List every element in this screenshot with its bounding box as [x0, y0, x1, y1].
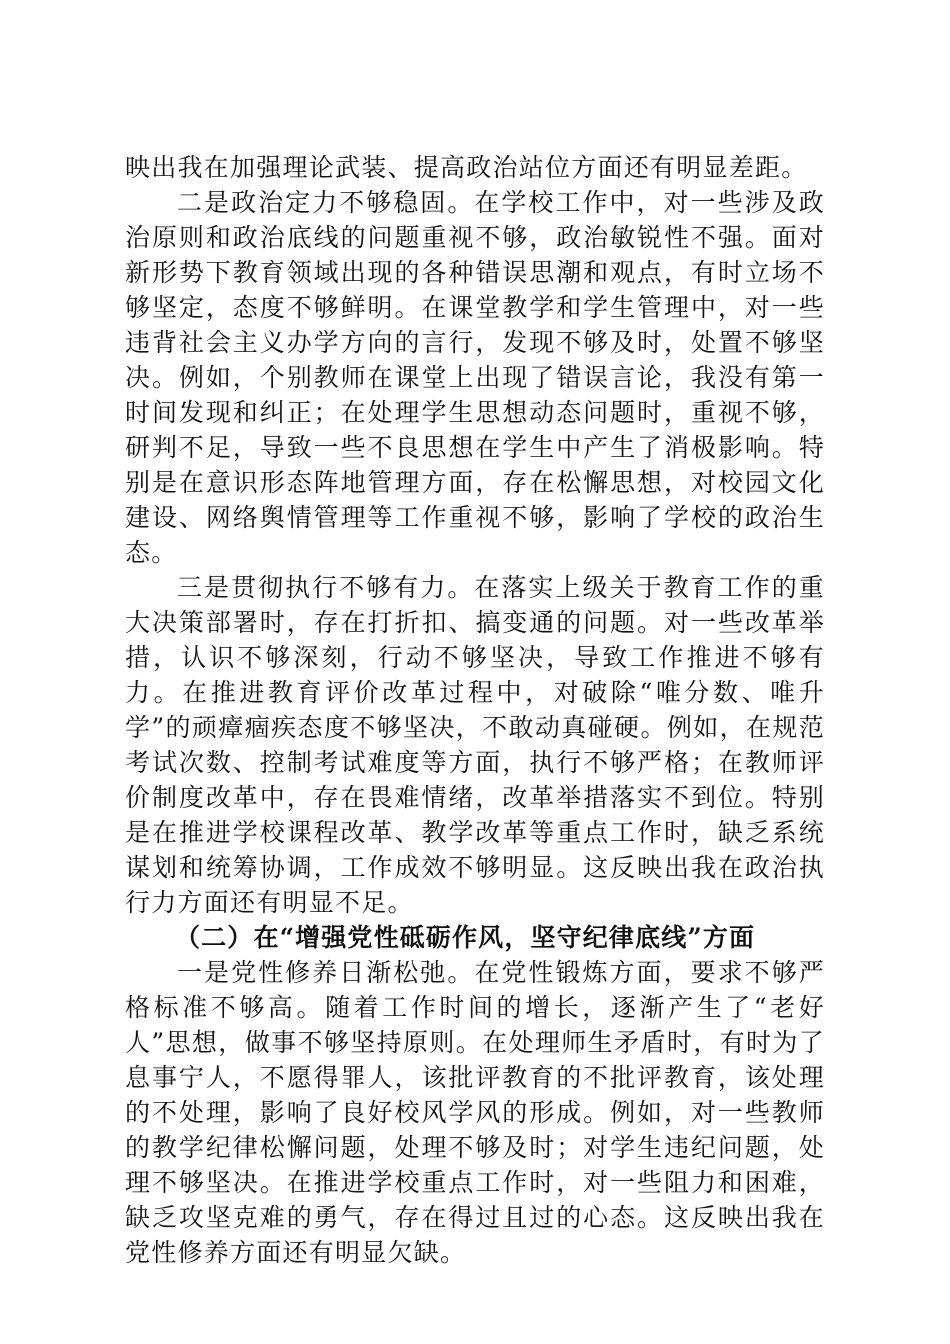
paragraph-party-cultivation: 一是党性修养日渐松弛。在党性锻炼方面，要求不够严格标准不够高。随着工作时间的增长，逐渐产生了“老好人”思想，做事不够坚持原则。在处理师生矛盾时，有时为了息事宁人，不愿得罪人，该批评教育的不批评教育，该处理的不处理，影响了良好校风学风的形成。例如，对一些教师的教学纪律松懈问题，处理不够及时；对学生违纪问题，处理不够坚决。在推进学校重点工作时，对一些阻力和困难，缺乏攻坚克难的勇气，存在得过且过的心态。这反映出我在党性修养方面还有明显欠缺。: [125, 958, 825, 1267]
document-body: [125, 150, 825, 1270]
paragraph-implementation: 三是贯彻执行不够有力。在落实上级关于教育工作的重大决策部署时，存在打折扣、搞变通的问题。对一些改革举措，认识不够深刻，行动不够坚决，导致工作推进不够有力。在推进教育评价改革过程中，对破除“唯分数、唯升学”的顽瘴痼疾态度不够坚决，不敢动真碰硬。例如，在规范考试次数、控制考试难度等方面，执行不够严格；在教师评价制度改革中，存在畏难情绪，改革举措落实不到位。特别是在推进学校课程改革、教学改革等重点工作时，缺乏系统谋划和统筹协调，工作成效不够明显。这反映出我在政治执行力方面还有明显不足。: [125, 573, 825, 917]
section-heading: （二）在“增强党性砥砺作风，坚守纪律底线”方面: [175, 923, 756, 952]
paragraph-political-stability: 二是政治定力不够稳固。在学校工作中，对一些涉及政治原则和政治底线的问题重视不够，政治敏锐性不强。面对新形势下教育领域出现的各种错误思潮和观点，有时立场不够坚定，态度不够鲜明。在课堂教学和学生管理中，对一些违背社会主义办学方向的言行，发现不够及时，处置不够坚决。例如，个别教师在课堂上出现了错误言论，我没有第一时间发现和纠正；在处理学生思想动态问题时，重视不够，研判不足，导致一些不良思想在学生中产生了消极影响。特别是在意识形态阵地管理方面，存在松懈思想，对校园文化建设、网络舆情管理等工作重视不够，影响了学校的政治生态。: [125, 188, 825, 567]
paragraph-continuation: 映出我在加强理论武装、提高政治站位方面还有明显差距。: [125, 153, 808, 182]
